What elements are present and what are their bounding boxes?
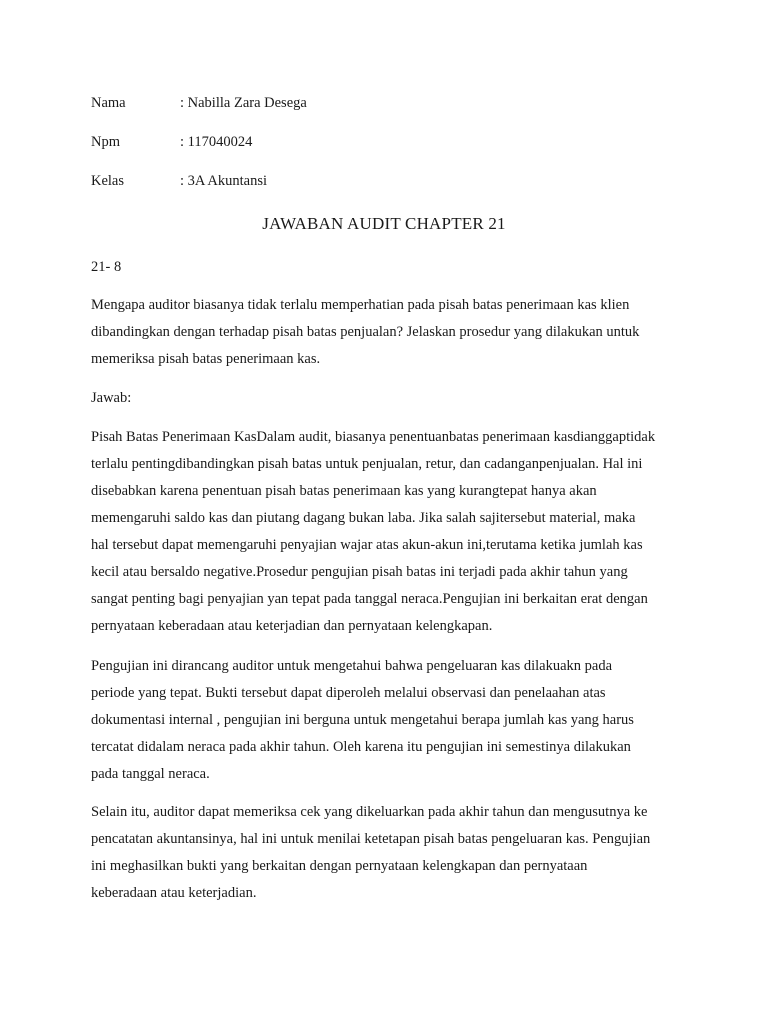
student-name-row bbox=[91, 94, 307, 112]
paragraph-2-line: pada tanggal neraca. bbox=[91, 766, 210, 782]
paragraph-1-line: Pisah Batas Penerimaan KasDalam audit, biasanya penentuanbatas penerimaan kasdianggaptidak bbox=[91, 429, 656, 445]
paragraph-3-line: ini meghasilkan bukti yang berkaitan dengan pernyataan kelengkapan dan pernyataan bbox=[91, 858, 588, 874]
answer-label: Jawab: bbox=[91, 390, 132, 406]
paragraph-2-line: Pengujian ini dirancang auditor untuk mengetahui bahwa pengeluaran kas dilakuakn pada bbox=[91, 658, 613, 674]
class-label: Kelas bbox=[91, 173, 125, 189]
paragraph-2-line: dokumentasi internal , pengujian ini berguna untuk mengetahui berapa jumlah kas yang harus bbox=[91, 712, 634, 728]
paragraph-1-line: sangat penting bagi penyajian yan tepat pada tanggal neraca.Pengujian ini berkaitan erat dengan bbox=[91, 591, 648, 607]
name-value: : Nabilla Zara Desega bbox=[180, 95, 307, 111]
paragraph-2-line: tercatat didalam neraca pada akhir tahun. Oleh karena itu pengujian ini semestinya dilakukan bbox=[91, 739, 631, 755]
paragraph-1-line: pernyataan keberadaan atau keterjadian dan pernyataan kelengkapan. bbox=[91, 618, 493, 634]
paragraph-2-line: periode yang tepat. Bukti tersebut dapat diperoleh melalui observasi dan penelaahan atas bbox=[91, 685, 606, 701]
question-line: Mengapa auditor biasanya tidak terlalu memperhatian pada pisah batas penerimaan kas klien bbox=[91, 297, 630, 313]
paragraph-3-line: keberadaan atau keterjadian. bbox=[91, 885, 257, 901]
paragraph-1-line: memengaruhi saldo kas dan piutang dagang bukan laba. Jika salah sajitersebut material, maka bbox=[91, 510, 636, 526]
student-npm-row bbox=[91, 133, 252, 151]
question-line: memeriksa pisah batas penerimaan kas. bbox=[91, 351, 321, 367]
question-line: dibandingkan dengan terhadap pisah batas penjualan? Jelaskan prosedur yang dilakukan untuk bbox=[91, 324, 640, 340]
document-title: JAWABAN AUDIT CHAPTER 21 bbox=[262, 214, 506, 233]
paragraph-3-line: Selain itu, auditor dapat memeriksa cek yang dikeluarkan pada akhir tahun dan mengusutnya ke bbox=[91, 804, 648, 820]
class-value: : 3A Akuntansi bbox=[180, 173, 268, 189]
question-number: 21- 8 bbox=[91, 259, 122, 275]
name-label: Nama bbox=[91, 95, 126, 111]
npm-value: : 117040024 bbox=[180, 134, 253, 150]
paragraph-1-line: terlalu pentingdibandingkan pisah batas untuk penjualan, retur, dan cadanganpenjualan. Hal ini bbox=[91, 456, 643, 472]
student-class-row bbox=[91, 172, 267, 190]
paragraph-1-line: hal tersebut dapat memengaruhi penyajian wajar atas akun-akun ini,terutama ketika jumlah kas bbox=[91, 537, 643, 553]
paragraph-1-line: kecil atau bersaldo negative.Prosedur pengujian pisah batas ini terjadi pada akhir tahun yang bbox=[91, 564, 628, 580]
paragraph-3-line: pencatatan akuntansinya, hal ini untuk menilai ketetapan pisah batas pengeluaran kas. Pengujian bbox=[91, 831, 651, 847]
paragraph-1-line: disebabkan karena penentuan pisah batas penerimaan kas yang kurangtepat hanya akan bbox=[91, 483, 597, 499]
npm-label: Npm bbox=[91, 134, 120, 150]
